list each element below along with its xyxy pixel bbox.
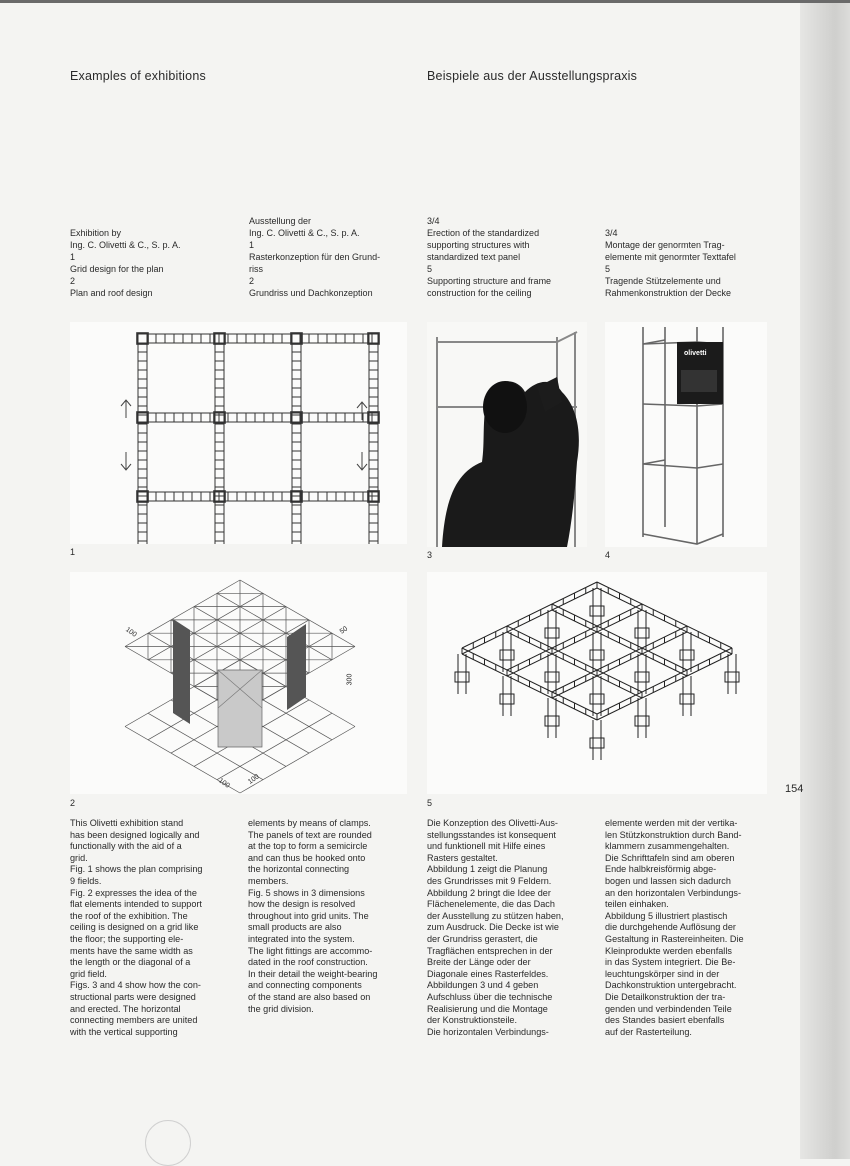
figure-4-number: 4 [605,550,611,560]
body-line: and erected. The horizontal [70,1003,181,1014]
body-line: Realisierung und die Montage [427,1003,548,1014]
body-line: grid field. [70,968,107,979]
body-line: the length or the diagonal of a [70,957,191,968]
dimension-label: 50 [338,625,350,636]
caption-english-right: 3/4 Erection of the standardized supporting structures with standardized text panel 5 Supporting structure and frame construction for the ceiling [427,216,552,298]
body-line: der Ausstellung zu stützen haben, [427,910,564,921]
isometric-drawing [70,572,407,794]
body-line: Die Detailkonstruktion der tra- [605,991,726,1002]
dimension-label: 100 [247,773,261,786]
body-line: Figs. 3 and 4 show how the con- [70,980,201,991]
body-line: integrated into the system. [248,933,355,944]
body-line: Fig. 5 shows in 3 dimensions [248,887,365,898]
figure-4-photo [605,322,767,547]
body-text-english-2 [248,818,410,1015]
body-line: Breite der Länge oder der [427,957,531,968]
caption-german-left: Ausstellung der Ing. C. Olivetti & C., S. p. A. 1 Rasterkonzeption für den Grund- riss 2 Grundriss und Dachkonzeption [249,216,381,298]
arrow-up-icon [357,402,367,420]
body-line: throughout into grid units. The [248,910,369,921]
body-line: the floor; the supporting ele- [70,933,184,944]
body-line: Ende halbkreisförmig abge- [605,864,717,875]
header-right: Beispiele aus der Ausstellungspraxis [427,69,638,83]
figure-1-grid-plan [70,322,407,544]
header-left: Examples of exhibitions [70,69,206,83]
body-line: The light fittings are accommo- [248,945,373,956]
body-line: ments have the same width as [70,945,193,956]
body-line: leuchtungskörper sind in der [605,968,720,979]
body-line: members. [248,875,289,886]
body-line: Rasters gestaltet. [427,852,498,863]
body-line: The panels of text are rounded [248,829,372,840]
body-line: of the stand are also based on [248,991,371,1002]
body-line: Dachkonstruktion untergebracht. [605,980,737,991]
body-text-english-1 [70,818,232,1038]
body-line: des Standes basiert ebenfalls [605,1015,725,1026]
body-line: the grid division. [248,1003,314,1014]
body-line: Die Schrifttafeln sind am oberen [605,852,735,863]
body-line: elemente werden mit der vertika- [605,818,738,828]
body-line: structional parts were designed [70,991,196,1002]
body-line: elements by means of clamps. [248,818,371,828]
arrow-down-icon [121,452,131,470]
body-line: klammern zusammengehalten. [605,841,730,852]
body-line: genden und verbindenden Teile [605,1003,732,1014]
arrow-up-icon [121,400,131,418]
figure-1-number: 1 [70,547,76,557]
body-line: and can thus be hooked onto [248,852,366,863]
body-line: dated in the roof construction. [248,957,368,968]
arrow-down-icon [357,452,367,470]
figure-3-number: 3 [427,550,433,560]
body-line: Abbildung 5 illustriert plastisch [605,910,728,921]
body-line: the horizontal connecting [248,864,350,875]
body-line: the roof of the exhibition. The [70,910,188,921]
body-line: connecting members are united [70,1015,198,1026]
figure-5-structure [427,572,767,794]
body-line: stellungsstandes ist konsequent [427,829,556,840]
body-line: der Konstruktionsteile. [427,1015,517,1026]
body-line: In their detail the weight-bearing [248,968,378,979]
body-line: Fig. 2 expresses the idea of the [70,887,197,898]
body-line: und funktionell mit Hilfe eines [427,841,546,852]
dimension-label: 100 [124,626,138,639]
dimension-label: 300 [346,673,354,686]
figure-2-number: 2 [70,798,76,808]
body-line: small products are also [248,922,342,933]
body-line: zum Ausdruck. Die Decke ist wie [427,922,559,933]
body-line: auf der Rasterteilung. [605,1026,692,1037]
figure-3-photo [427,322,587,547]
body-line: Tragflächen entsprechen in der [427,945,553,956]
body-line: and connecting components [248,980,362,991]
body-line: Abbildungen 3 und 4 geben [427,980,539,991]
body-line: has been designed logically and [70,829,200,840]
body-line: grid. [70,852,88,863]
body-line: Flächenelemente, die das Dach [427,899,555,910]
figure-2-isometric [70,572,407,794]
body-line: Abbildung 2 bringt die Idee der [427,887,551,898]
body-line: 9 fields. [70,875,102,886]
grid-plan-drawing [70,322,407,544]
body-line: bogen und lassen sich dadurch [605,875,731,886]
body-line: with the vertical supporting [70,1026,178,1037]
body-line: at the top to form a semicircle [248,841,368,852]
body-line: Fig. 1 shows the plan comprising [70,864,203,875]
page-edge-shadow [800,0,850,1159]
body-line: die durchgehende Auflösung der [605,922,736,933]
body-line: Gestaltung in Rastereinheiten. Die [605,933,744,944]
body-line: This Olivetti exhibition stand [70,818,184,828]
olivetti-logo: olivetti [684,350,707,357]
body-line: len Stützkonstruktion durch Band- [605,829,742,840]
caption-german-right: 3/4 Montage der genormten Trag- elemente mit genormter Texttafel 5 Tragende Stützelemente und Rahmenkonstruktion der Decke [605,228,736,298]
body-text-german-2 [605,818,767,1038]
body-line: der Grundriss gerastert, die [427,933,538,944]
body-line: Abbildung 1 zeigt die Planung [427,864,548,875]
body-line: Die Konzeption des Olivetti-Aus- [427,818,558,828]
body-line: in das System integriert. Die Be- [605,957,736,968]
body-line: Aufschluss über die technische [427,991,553,1002]
assembly-photo [427,322,587,547]
body-line: des Grundrisses mit 9 Feldern. [427,875,552,886]
body-text-german-1 [427,818,589,1038]
body-line: functionally with the aid of a [70,841,182,852]
body-line: ceiling is designed on a grid like [70,922,199,933]
caption-english-left: Exhibition by Ing. C. Olivetti & C., S. p. A. 1 Grid design for the plan 2 Plan and roof design [70,228,181,298]
body-line: an den horizontalen Verbindungs- [605,887,742,898]
scan-artifact [145,1120,191,1166]
roof-structure-drawing [427,572,767,794]
figure-5-number: 5 [427,798,433,808]
scan-top-edge [0,0,850,3]
dimension-label: 100 [217,777,231,790]
body-line: Kleinprodukte werden ebenfalls [605,945,732,956]
body-line: Diagonale eines Rasterfeldes. [427,968,549,979]
body-line: flat elements intended to support [70,899,202,910]
body-line: how the design is resolved [248,899,356,910]
body-line: Die horizontalen Verbindungs- [427,1026,549,1037]
body-line: teilen einhaken. [605,899,669,910]
page-number: 154 [785,783,804,795]
